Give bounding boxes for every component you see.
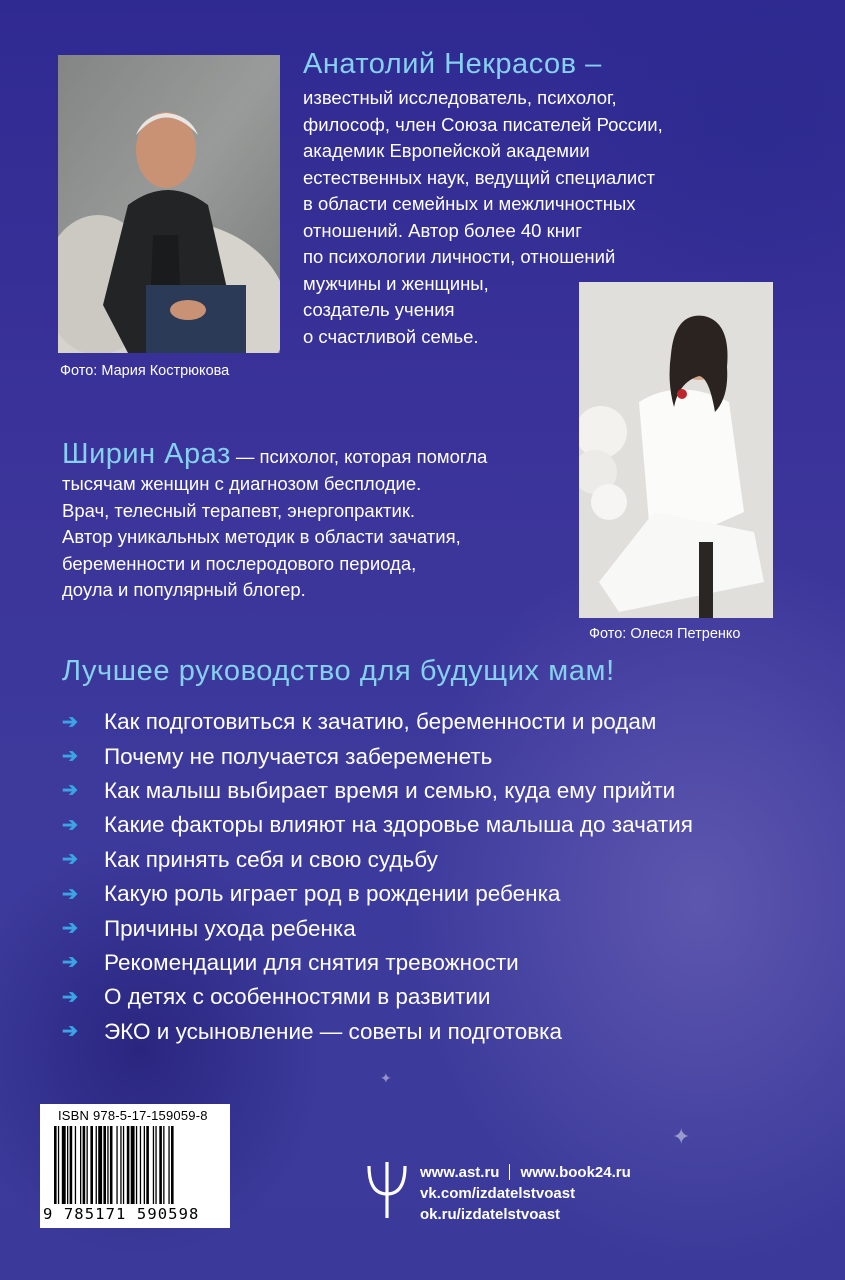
arrow-right-icon: ➔: [62, 711, 78, 733]
author1-bio-line: академик Европейской академии: [303, 140, 590, 161]
arrow-right-icon: ➔: [62, 986, 78, 1008]
author1-dash: –: [576, 48, 602, 80]
link-book24[interactable]: www.book24.ru: [520, 1164, 631, 1181]
author2-bio-intro: — психолог, которая помогла: [230, 446, 488, 467]
arrow-right-icon: ➔: [62, 918, 78, 940]
arrow-right-icon: ➔: [62, 814, 78, 836]
arrow-right-icon: ➔: [62, 849, 78, 871]
author1-bio-line: философ, член Союза писателей России,: [303, 113, 663, 135]
sparkle-icon: ✦: [380, 1070, 392, 1086]
list-item: [62, 911, 693, 945]
author2-bio-line: Врач, телесный терапевт, энергопрактик.: [62, 499, 416, 521]
arrow-right-icon: ➔: [62, 1021, 78, 1043]
barcode-bars: [54, 1126, 220, 1206]
arrow-right-icon: ➔: [62, 780, 78, 802]
author1-bio-line: в области семейных и межличностных: [303, 193, 636, 214]
topic-text: Рекомендации для снятия тревожности: [104, 949, 519, 975]
topic-text: Как принять себя и свою судьбу: [104, 846, 438, 872]
divider: [509, 1164, 510, 1180]
list-item: [62, 980, 693, 1014]
topic-text: Как малыш выбирает время и семью, куда ему прийти: [104, 777, 676, 803]
author1-name: Анатолий Некрасов: [303, 48, 577, 80]
topic-text: О детях с особенностями в развитии: [104, 984, 491, 1010]
link-vk[interactable]: vk.com/izdatelstvoast: [420, 1185, 576, 1202]
topic-text: Причины ухода ребенка: [104, 915, 356, 941]
topic-text: Какую роль играет род в рождении ребенка: [104, 881, 561, 907]
arrow-right-icon: ➔: [62, 883, 78, 905]
isbn-digits: 9 785171 590598: [43, 1205, 200, 1223]
author2-photo: [579, 282, 773, 618]
list-item: [62, 774, 693, 808]
author1-bio-line: создатель учения: [303, 299, 455, 320]
sparkle-icon: ✦: [672, 1124, 691, 1149]
author1-bio-line: естественных наук, ведущий специалист: [303, 166, 655, 188]
isbn-label: ISBN 978-5-17-159059-8: [58, 1108, 208, 1123]
author1-bio-line: по психологии личности, отношений: [303, 246, 616, 267]
list-item: [62, 705, 693, 739]
author2-bio: [62, 438, 582, 604]
topic-text: Почему не получается забеременеть: [104, 743, 493, 769]
topics-list: [62, 705, 693, 1049]
author1-photo: [58, 55, 280, 353]
topic-text: ЭКО и усыновление — советы и подготовка: [104, 1018, 563, 1044]
topic-text: Какие факторы влияют на здоровье малыша до зачатия: [104, 812, 693, 838]
author1-bio-line: мужчины и женщины,: [303, 272, 489, 294]
barcode: [40, 1104, 230, 1228]
publisher-links: [420, 1164, 631, 1227]
link-ok[interactable]: ok.ru/izdatelstvoast: [420, 1206, 561, 1223]
author1-bio-line: о счастливой семье.: [303, 325, 479, 347]
author1-photo-caption: Фото: Мария Кострюкова: [60, 363, 230, 379]
author2-bio-line: беременности и послеродового периода,: [62, 552, 417, 574]
author1-bio-line: отношений. Автор более 40 книг: [303, 219, 582, 241]
psi-logo-icon: [365, 1160, 409, 1220]
author2-name: Ширин Араз: [62, 438, 231, 470]
headline: Лучшее руководство для будущих мам!: [62, 655, 615, 687]
author1-bio-line: известный исследователь, психолог,: [303, 87, 617, 108]
list-item: [62, 843, 693, 877]
link-ast[interactable]: www.ast.ru: [420, 1164, 500, 1181]
list-item: [62, 877, 693, 911]
list-item: [62, 946, 693, 980]
arrow-right-icon: ➔: [62, 746, 78, 768]
author2-bio-line: тысячам женщин с диагнозом бесплодие.: [62, 473, 422, 494]
list-item: [62, 808, 693, 842]
list-item: [62, 1015, 693, 1049]
author2-photo-caption: Фото: Олеся Петренко: [589, 626, 741, 642]
list-item: [62, 739, 693, 773]
topic-text: Как подготовиться к зачатию, беременности и родам: [104, 709, 657, 735]
author2-bio-line: Автор уникальных методик в области зачатия,: [62, 526, 461, 547]
arrow-right-icon: ➔: [62, 952, 78, 974]
author2-bio-line: доула и популярный блогер.: [62, 579, 306, 600]
